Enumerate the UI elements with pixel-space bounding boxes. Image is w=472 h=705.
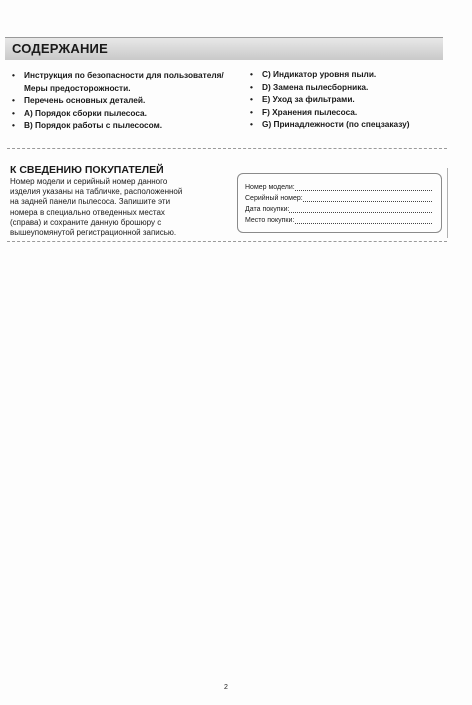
notice-line: номера в специально отведенных местах	[10, 207, 165, 217]
contents-list-left	[12, 69, 232, 132]
bullet-icon: •	[250, 119, 253, 129]
contents-item	[250, 93, 450, 106]
model-number-field[interactable]	[245, 182, 432, 193]
contents-item	[250, 81, 450, 94]
bullet-icon: •	[12, 70, 15, 80]
contents-item-label: D) Замена пылесборника.	[262, 81, 369, 92]
bullet-icon: •	[250, 94, 253, 104]
contents-item	[12, 107, 232, 120]
contents-item-label: В) Порядок работы с пылесосом.	[24, 120, 163, 130]
contents-header	[5, 37, 443, 60]
contents-item-label: F) Хранения пылесоса.	[262, 106, 358, 117]
purchase-date-label: Дата покупки:	[245, 206, 290, 213]
purchase-record-box	[237, 173, 442, 233]
purchase-place-field[interactable]	[245, 215, 432, 226]
section-divider	[7, 148, 447, 149]
contents-item-label: С) Индикатор уровня пыли.	[262, 69, 377, 79]
margin-line	[447, 168, 448, 238]
contents-item	[250, 68, 450, 81]
contents-title: СОДЕРЖАНИЕ	[12, 41, 108, 56]
contents-item	[250, 118, 450, 131]
notice-line: (справа) и сохраните данную брошюру с	[10, 217, 162, 227]
contents-item-label: Инструкция по безопасности для пользователя/Меры предосторожности.	[24, 70, 224, 93]
contents-item	[12, 94, 232, 107]
contents-list-right	[250, 68, 450, 131]
bullet-icon: •	[250, 69, 253, 79]
serial-number-label: Серийный номер:	[245, 195, 303, 202]
section-divider	[7, 241, 447, 242]
model-number-label: Номер модели:	[245, 184, 295, 191]
bullet-icon: •	[12, 120, 15, 130]
contents-item-label: G) Принадлежности (по спецзаказу)	[262, 119, 410, 129]
contents-item	[12, 69, 232, 94]
notice-title: К СВЕДЕНИЮ ПОКУПАТЕЛЕЙ	[10, 164, 164, 176]
bullet-icon: •	[12, 107, 15, 118]
contents-item-label: А) Порядок сборки пылесоса.	[24, 107, 147, 118]
purchase-place-label: Место покупки:	[245, 217, 295, 224]
contents-item	[250, 106, 450, 119]
notice-line: на задней панели пылесоса. Запишите эти	[10, 197, 171, 207]
notice-line: вышеупомянутой регистрационной записью.	[10, 228, 177, 238]
notice-line: изделия указаны на табличке, расположенной	[10, 187, 183, 197]
bullet-icon: •	[12, 95, 15, 105]
notice-line: Номер модели и серийный номер данного	[10, 177, 168, 186]
notice-text	[10, 177, 228, 238]
bullet-icon: •	[250, 106, 253, 117]
bullet-icon: •	[250, 81, 253, 92]
purchase-date-field[interactable]	[245, 204, 432, 215]
contents-item-label: Перечень основных деталей.	[24, 95, 146, 105]
serial-number-field[interactable]	[245, 193, 432, 204]
contents-item	[12, 119, 232, 132]
page-number: 2	[224, 684, 228, 691]
contents-item-label: E) Уход за фильтрами.	[262, 94, 355, 104]
